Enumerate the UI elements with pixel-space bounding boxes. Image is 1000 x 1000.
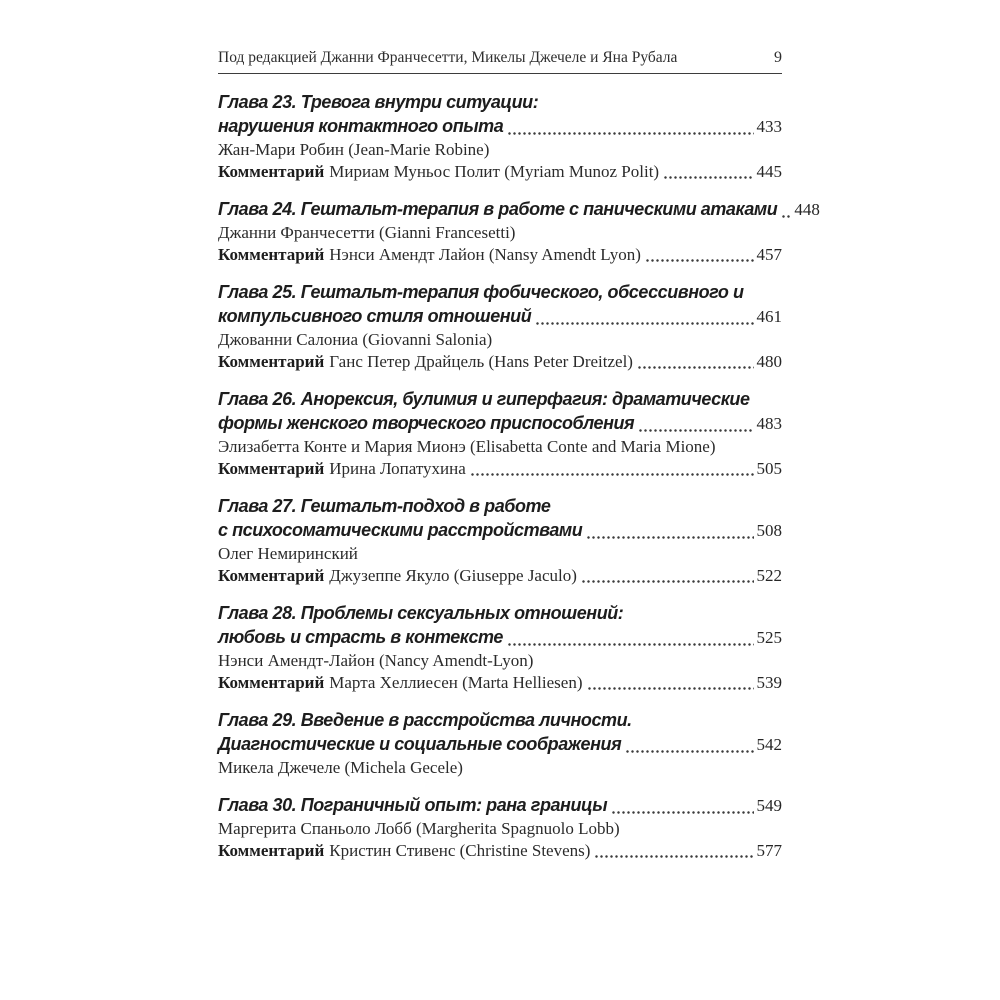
commentary-label: Комментарий	[218, 352, 325, 371]
dot-leader	[594, 855, 753, 858]
commentary-line	[218, 244, 782, 266]
commentary-page-number: 445	[756, 162, 782, 181]
commentary-line	[218, 840, 782, 862]
chapter-page-number: 525	[756, 628, 782, 647]
commentary-line	[218, 672, 782, 694]
chapter-author: Джованни Салониа (Giovanni Salonia)	[218, 330, 493, 349]
dot-leader	[625, 750, 753, 753]
commentary-line	[218, 351, 782, 373]
chapter-author: Джанни Франчесетти (Gianni Francesetti)	[218, 223, 516, 242]
commentary-label: Комментарий	[218, 841, 325, 860]
chapter-title-last-line	[218, 732, 782, 757]
commentary-author: Марта Хеллиесен (Marta Helliesen)	[329, 673, 583, 692]
chapter-title-last-line	[218, 197, 820, 222]
chapter-page-number: 461	[756, 307, 782, 326]
toc-entry-chapter-30	[218, 793, 782, 862]
chapter-page-number: 542	[756, 735, 782, 754]
chapter-page-number: 508	[756, 521, 782, 540]
chapter-title	[218, 387, 782, 411]
table-of-contents	[218, 90, 820, 862]
commentary-label: Комментарий	[218, 245, 325, 264]
dot-leader	[581, 580, 754, 583]
dot-leader	[781, 215, 791, 218]
toc-entry-chapter-27	[218, 494, 782, 587]
chapter-title-text: Глава 24. Гештальт-терапия в работе с паническими атаками	[218, 199, 778, 219]
toc-entry-chapter-23	[218, 90, 782, 183]
chapter-title-last-line	[218, 114, 782, 139]
chapter-page-number: 448	[794, 200, 820, 219]
chapter-author: Олег Немиринский	[218, 544, 358, 563]
chapter-title-last-line	[218, 625, 782, 650]
chapter-title-last-line	[218, 793, 782, 818]
chapter-title-text: Глава 25. Гештальт-терапия фобического, обсессивного и	[218, 282, 744, 302]
chapter-title-text: Глава 23. Тревога внутри ситуации:	[218, 92, 539, 112]
dot-leader	[611, 811, 753, 814]
chapter-title	[218, 280, 782, 304]
chapter-title-text: формы женского творческого приспособления	[218, 413, 635, 433]
toc-entry-chapter-25	[218, 280, 782, 373]
chapter-title-text: Глава 29. Введение в расстройства личности.	[218, 710, 632, 730]
chapter-title-text: любовь и страсть в контексте	[218, 627, 503, 647]
toc-entry-chapter-24	[218, 197, 820, 266]
commentary-label: Комментарий	[218, 566, 325, 585]
dot-leader	[507, 643, 754, 646]
chapter-title-text: с психосоматическими расстройствами	[218, 520, 583, 540]
dot-leader	[535, 322, 753, 325]
folio-page-number: 9	[774, 49, 782, 66]
commentary-line	[218, 458, 782, 480]
commentary-author: Кристин Стивенс (Christine Stevens)	[329, 841, 591, 860]
commentary-page-number: 539	[756, 673, 782, 692]
commentary-page-number: 505	[756, 459, 782, 478]
chapter-title	[218, 708, 782, 732]
chapter-author: Маргерита Спаньоло Лобб (Margherita Spagnuolo Lobb)	[218, 819, 620, 838]
commentary-author: Джузеппе Якуло (Giuseppe Jaculo)	[329, 566, 577, 585]
chapter-title-last-line	[218, 411, 782, 436]
dot-leader	[470, 473, 754, 476]
chapter-title-text: Глава 30. Пограничный опыт: рана границы	[218, 795, 608, 815]
commentary-line	[218, 565, 782, 587]
commentary-label: Комментарий	[218, 673, 325, 692]
chapter-title	[218, 494, 782, 518]
chapter-author: Жан-Мари Робин (Jean-Marie Robine)	[218, 140, 490, 159]
chapter-title-text: Глава 26. Анорексия, булимия и гиперфагия: драматические	[218, 389, 750, 409]
chapter-title-text: компульсивного стиля отношений	[218, 306, 532, 326]
chapter-page-number: 433	[756, 117, 782, 136]
running-head-title: Под редакцией Джанни Франчесетти, Микелы Джечеле и Яна Рубала	[218, 49, 678, 66]
chapter-title-text: Диагностические и социальные соображения	[218, 734, 622, 754]
chapter-title-last-line	[218, 304, 782, 329]
commentary-page-number: 457	[756, 245, 782, 264]
commentary-label: Комментарий	[218, 162, 325, 181]
commentary-author: Ирина Лопатухина	[329, 459, 466, 478]
dot-leader	[637, 366, 754, 369]
commentary-page-number: 480	[756, 352, 782, 371]
chapter-title-text: Глава 28. Проблемы сексуальных отношений:	[218, 603, 624, 623]
dot-leader	[663, 176, 753, 179]
commentary-page-number: 522	[756, 566, 782, 585]
chapter-title	[218, 90, 782, 114]
toc-entry-chapter-26	[218, 387, 782, 480]
chapter-title-text: Глава 27. Гештальт-подход в работе	[218, 496, 551, 516]
chapter-title-last-line	[218, 518, 782, 543]
chapter-page-number: 549	[756, 796, 782, 815]
commentary-author: Мириам Муньос Полит (Myriam Munoz Polit)	[329, 162, 660, 181]
toc-entry-chapter-29	[218, 708, 782, 779]
chapter-author: Микела Джечеле (Michela Gecele)	[218, 758, 463, 777]
toc-entry-chapter-28	[218, 601, 782, 694]
running-head	[218, 48, 782, 74]
chapter-title-text: нарушения контактного опыта	[218, 116, 504, 136]
chapter-title	[218, 601, 782, 625]
dot-leader	[586, 536, 753, 539]
dot-leader	[645, 259, 754, 262]
commentary-page-number: 577	[756, 841, 782, 860]
dot-leader	[507, 132, 753, 135]
commentary-label: Комментарий	[218, 459, 325, 478]
chapter-author: Элизабетта Конте и Мария Мионэ (Elisabetta Conte and Maria Mione)	[218, 437, 716, 456]
dot-leader	[587, 687, 754, 690]
chapter-page-number: 483	[756, 414, 782, 433]
commentary-line	[218, 161, 782, 183]
commentary-author: Ганс Петер Драйцель (Hans Peter Dreitzel)	[329, 352, 633, 371]
chapter-author: Нэнси Амендт-Лайон (Nancy Amendt-Lyon)	[218, 651, 534, 670]
commentary-author: Нэнси Амендт Лайон (Nansy Amendt Lyon)	[329, 245, 641, 264]
dot-leader	[638, 429, 753, 432]
